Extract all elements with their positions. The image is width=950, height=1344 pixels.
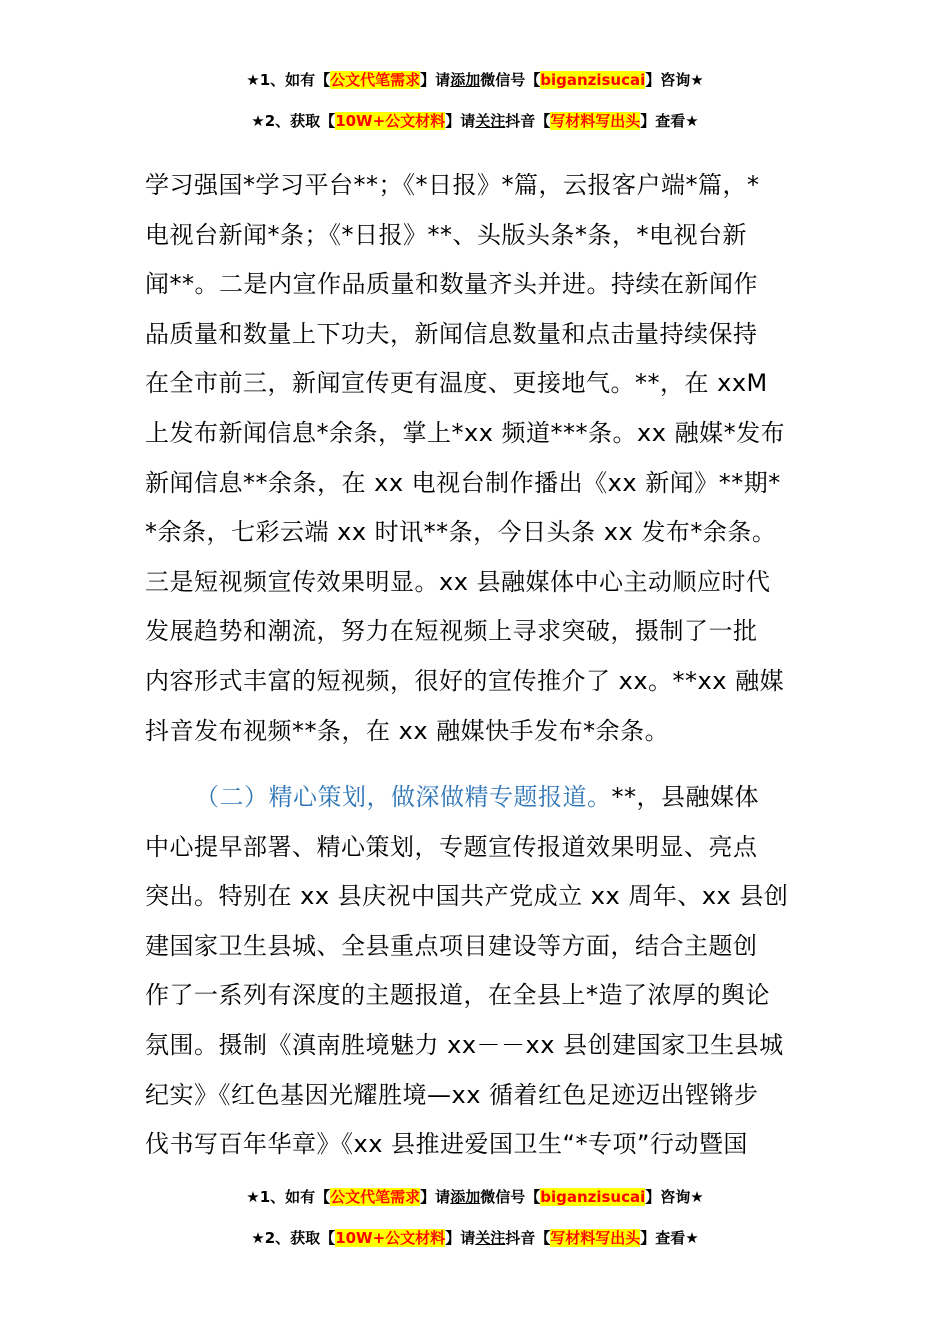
text-line: 上发布新闻信息*余条，掌上*xx 频道***条。xx 融媒*发布 <box>145 418 786 447</box>
body-paragraph-2 <box>145 773 810 1170</box>
text-line: 闻**。二是内宣作品质量和数量齐头并进。持续在新闻作 <box>145 270 758 299</box>
text-line: 品质量和数量上下功夫，新闻信息数量和点击量持续保持 <box>145 319 758 348</box>
text-line: 三是短视频宣传效果明显。xx 县融媒体中心主动顺应时代 <box>145 567 771 596</box>
body-paragraph-1 <box>145 161 810 756</box>
text-line: 突出。特别在 xx 县庆祝中国共产党成立 xx 周年、xx 县创 <box>145 882 789 911</box>
text-line: 氛围。摄制《滇南胜境魅力 xx－－xx 县创建国家卫生县城 <box>145 1030 784 1059</box>
banner-highlight-materials: 10W+公文材料 <box>335 112 446 130</box>
promo-banner-footer-line-1: ★1、如有【公文代笔需求】请添加微信号【biganzisucai】咨询★ <box>246 1188 704 1206</box>
banner-highlight-service: 公文代笔需求 <box>330 1188 421 1206</box>
text-line: 中心提早部署、精心策划，专题宣传报道效果明显、亮点 <box>145 832 758 861</box>
promo-banner-line-2: ★2、获取【10W+公文材料】请关注抖音【写材料写出头】查看★ <box>251 112 699 130</box>
text-line: 抖音发布视频**条，在 xx 融媒快手发布*余条。 <box>145 716 670 745</box>
text-line: 内容形式丰富的短视频，很好的宣传推介了 xx。**xx 融媒 <box>145 666 785 695</box>
text-line: 新闻信息**余条，在 xx 电视台制作播出《xx 新闻》**期* <box>145 468 781 497</box>
text-line: 在全市前三，新闻宣传更有温度、更接地气。**，在 xxM <box>145 369 768 398</box>
banner-highlight-wechat-id: biganzisucai <box>540 71 646 89</box>
text-line: 作了一系列有深度的主题报道，在全县上*造了浓厚的舆论 <box>145 981 770 1010</box>
section-heading: （二）精心策划，做深做精专题报道。 <box>195 783 612 811</box>
banner-highlight-materials: 10W+公文材料 <box>335 1229 446 1247</box>
banner-highlight-service: 公文代笔需求 <box>330 71 421 89</box>
text-line: 发展趋势和潮流，努力在短视频上寻求突破，摄制了一批 <box>145 617 758 646</box>
text-line: 学习强国*学习平台**；《*日报》*篇，云报客户端*篇，* <box>145 171 760 199</box>
promo-banner-footer-line-2: ★2、获取【10W+公文材料】请关注抖音【写材料写出头】查看★ <box>251 1229 699 1247</box>
text-line: 纪实》《红色基因光耀胜境—xx 循着红色足迹迈出铿锵步 <box>145 1080 759 1109</box>
text-line: 电视台新闻*条；《*日报》**、头版头条*条，*电视台新 <box>145 220 747 249</box>
text-line-with-heading: （二）精心策划，做深做精专题报道。**，县融媒体 <box>195 783 759 811</box>
text-line: *余条，七彩云端 xx 时讯**条，今日头条 xx 发布*余条。 <box>145 518 777 547</box>
promo-banner-line-1: ★1、如有【公文代笔需求】请添加微信号【biganzisucai】咨询★ <box>246 71 704 89</box>
text-line: 伐书写百年华章》《xx 县推进爱国卫生“*专项”行动暨国 <box>145 1130 748 1159</box>
banner-highlight-douyin: 写材料写出头 <box>550 112 641 130</box>
banner-highlight-douyin: 写材料写出头 <box>550 1229 641 1247</box>
text-line: 建国家卫生县城、全县重点项目建设等方面，结合主题创 <box>145 931 758 960</box>
banner-highlight-wechat-id: biganzisucai <box>540 1188 646 1206</box>
